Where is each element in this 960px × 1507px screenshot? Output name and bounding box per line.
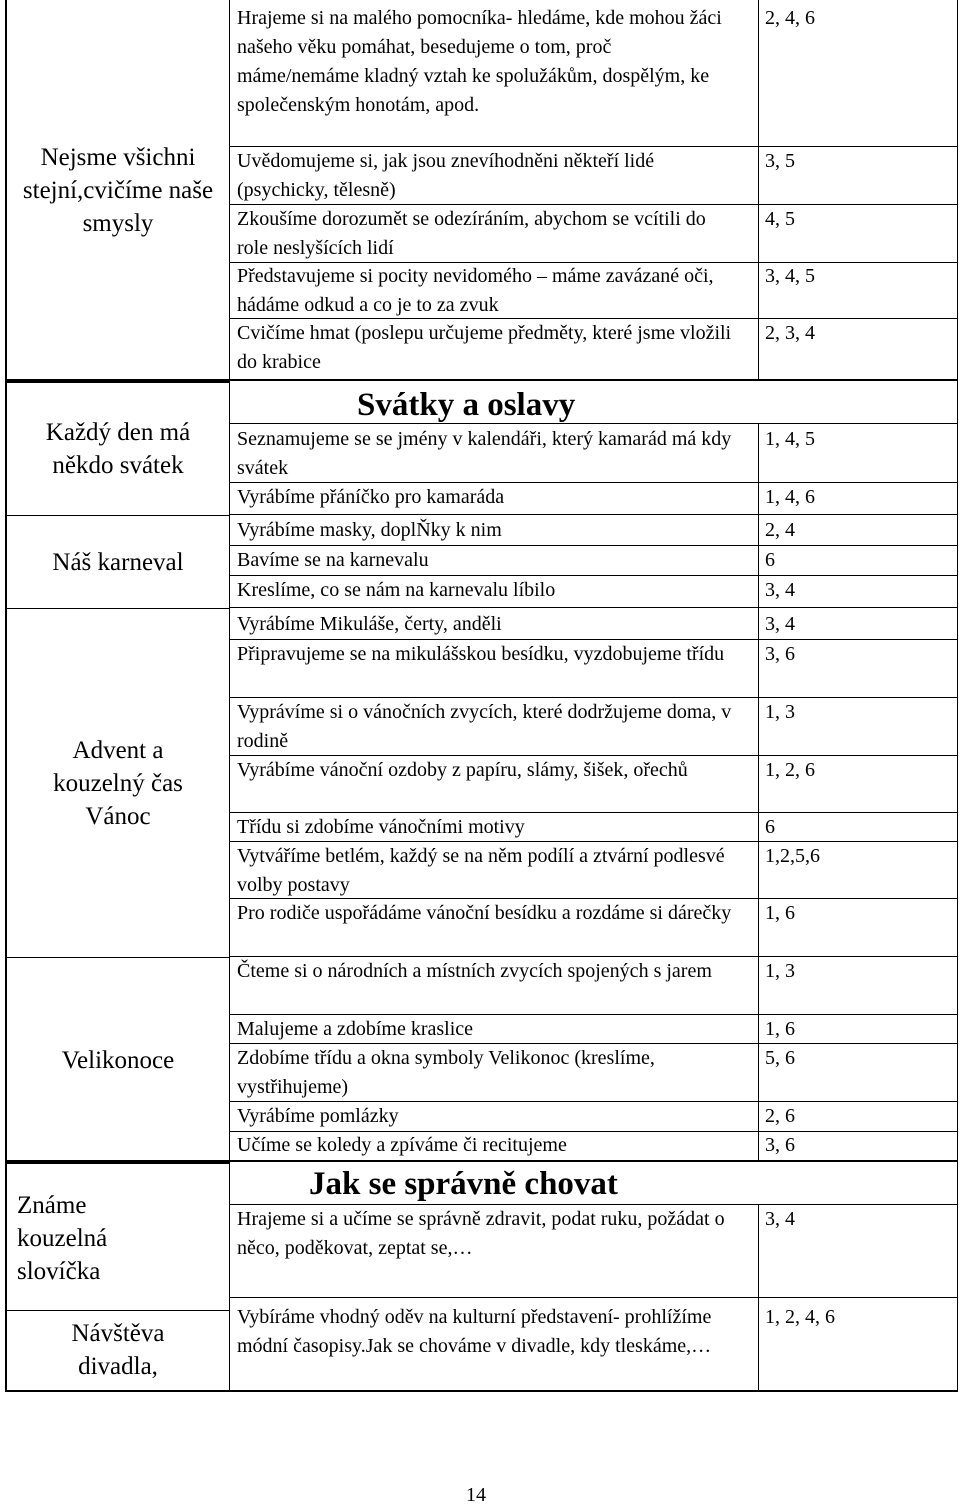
row-divider [7, 379, 957, 381]
theme-cell-slovicka [7, 1162, 230, 1312]
activity-text: Seznamujeme se se jmény v kalendáři, který kamarád má kdy svátek [237, 428, 732, 479]
theme-cell-advent [7, 608, 230, 957]
activity-text: Kreslíme, co se nám na karnevalu líbilo [237, 579, 556, 601]
column-divider [758, 423, 759, 1161]
activity-text: Hrajeme si a učíme se správně zdravit, podat ruku, požádat o něco, poděkovat, zeptat se,… [237, 1208, 725, 1259]
activity-text: Zkoušíme dorozumět se odezíráním, abychom se vcítili do role neslyšících lidí [237, 208, 706, 259]
activity-numbers: 1, 6 [765, 1018, 795, 1040]
activity-numbers: 5, 6 [765, 1047, 795, 1069]
row-divider [229, 607, 957, 608]
row-divider [229, 1297, 957, 1298]
activity-text: Vyrábíme Mikuláše, čerty, anděli [237, 613, 502, 635]
activity-text: Cvičíme hmat (poslepu určujeme předměty, které jsme vložili do krabice [237, 322, 732, 373]
theme-cell-velikonoce [7, 957, 230, 1162]
row-divider [7, 1160, 957, 1162]
activity-numbers: 2, 4, 6 [765, 7, 815, 29]
activity-text: Vytváříme betlém, každý se na něm podílí a ztvární podlesvé volby postavy [237, 845, 725, 896]
activity-numbers: 2, 4 [765, 519, 795, 541]
theme-label: Návštěva divadla, [71, 1320, 165, 1380]
activity-text: Vyrábíme masky, doplŇky k nim [237, 519, 502, 541]
activity-numbers: 3, 4, 5 [765, 265, 815, 287]
activity-numbers: 3, 4 [765, 613, 795, 635]
section-heading-chovani: Jak se správně chovat [309, 1166, 618, 1202]
activity-numbers: 3, 6 [765, 643, 795, 665]
activity-numbers: 3, 6 [765, 1134, 795, 1156]
row-divider [7, 1310, 229, 1311]
activity-text: Třídu si zdobíme vánočními motivy [237, 816, 525, 838]
theme-cell-karneval [7, 515, 230, 608]
activity-text: Učíme se koledy a zpíváme či recitujeme [237, 1134, 567, 1156]
activity-text: Vyrábíme přáníčko pro kamaráda [237, 486, 505, 508]
column-divider [758, 0, 759, 379]
theme-cell-svatek [7, 381, 230, 515]
activity-text: Bavíme se na karnevalu [237, 549, 429, 571]
activity-text: Vyrábíme pomlázky [237, 1105, 399, 1127]
activity-numbers: 1, 3 [765, 701, 795, 723]
section-heading-svatky: Svátky a oslavy [357, 387, 576, 423]
theme-label: Advent a kouzelný čas Vánoc [53, 736, 183, 830]
row-divider [229, 514, 957, 515]
activity-numbers: 3, 4 [765, 1208, 795, 1230]
activity-text: Hrajeme si na malého pomocníka- hledáme, kde mohou žáci našeho věku pomáhat, besedujeme o tom, proč máme/nemáme kladný vztah ke spolužákům, dospělým, ke společenským honotám, apod. [237, 7, 722, 116]
theme-cell-smysly [7, 0, 230, 381]
activity-text: Pro rodiče uspořádáme vánoční besídku a rozdáme si dárečky [237, 902, 732, 924]
activity-text: Vyrábíme vánoční ozdoby z papíru, slámy, šišek, ořechů [237, 759, 688, 781]
activity-numbers: 2, 6 [765, 1105, 795, 1127]
activity-numbers: 4, 5 [765, 208, 795, 230]
theme-cell-divadlo [7, 1310, 230, 1390]
activity-table [5, 0, 958, 1392]
activity-numbers: 1, 2, 4, 6 [765, 1306, 835, 1328]
theme-label: Známe kouzelná slovíčka [17, 1191, 108, 1285]
row-divider [229, 423, 957, 424]
activity-numbers: 1, 2, 6 [765, 759, 815, 781]
activity-text: Představujeme si pocity nevidomého – máme zavázané oči, hádáme odkud a co je to za zvuk [237, 265, 714, 316]
activity-text: Vyprávíme si o vánočních zvycích, které dodržujeme doma, v rodině [237, 701, 732, 752]
activity-text: Připravujeme se na mikulášskou besídku, vyzdobujeme třídu [237, 643, 725, 665]
theme-label: Nejsme všichni stejní,cvičíme naše smysly [22, 144, 214, 237]
activity-text: Malujeme a zdobíme kraslice [237, 1018, 474, 1040]
activity-numbers: 6 [765, 549, 775, 571]
activity-numbers: 2, 3, 4 [765, 322, 815, 344]
activity-numbers: 1, 3 [765, 960, 795, 982]
theme-label: Náš karneval [52, 548, 184, 576]
activity-numbers: 1, 4, 6 [765, 486, 815, 508]
activity-text: Uvědomujeme si, jak jsou znevíhodněni někteří lidé (psychicky, tělesně) [237, 150, 655, 201]
activity-numbers: 1, 4, 5 [765, 428, 815, 450]
activity-text: Čteme si o národních a místních zvycích spojených s jarem [237, 960, 712, 982]
activity-numbers: 1, 6 [765, 902, 795, 924]
theme-label: Velikonoce [61, 1046, 175, 1074]
activity-numbers: 3, 4 [765, 579, 795, 601]
page-number: 14 [466, 1484, 486, 1506]
activity-numbers: 1,2,5,6 [765, 845, 820, 867]
theme-label: Každý den má někdo svátek [45, 419, 191, 479]
activity-numbers: 3, 5 [765, 150, 795, 172]
activity-text: Zdobíme třídu a okna symboly Velikonoc (kreslíme, vystřihujeme) [237, 1047, 655, 1098]
activity-text: Vybíráme vhodný oděv na kulturní představení- prohlížíme módní časopisy.Jak se chováme v divadle, kdy tleskáme,… [237, 1306, 712, 1357]
activity-numbers: 6 [765, 816, 775, 838]
